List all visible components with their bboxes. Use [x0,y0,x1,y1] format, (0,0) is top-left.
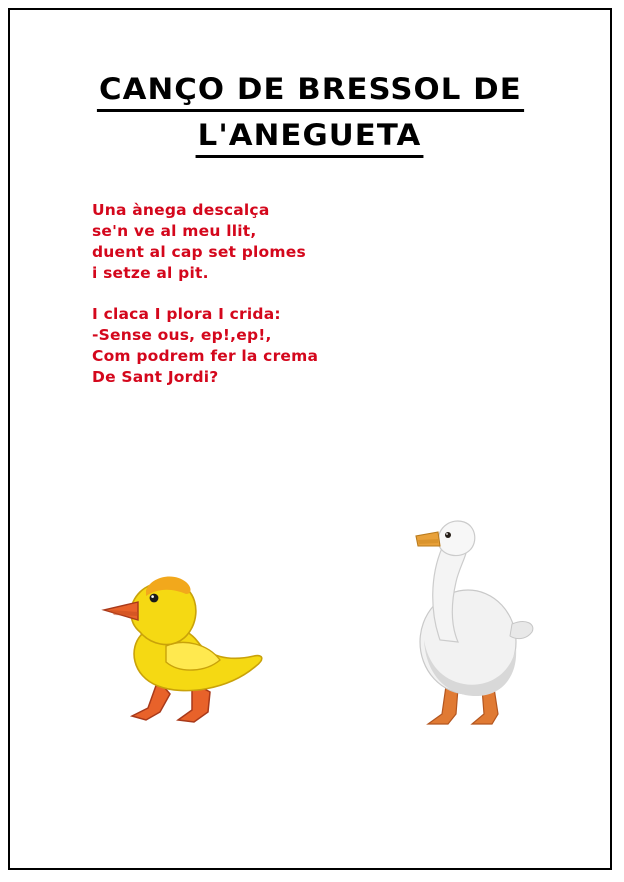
title-line-2: L'ANEGUETA [196,116,424,158]
poem-line: Una ànega descalça [92,201,270,219]
poem-stanza-1 [92,200,492,284]
yellow-duckling-illustration [88,530,278,730]
poem-line: se'n ve al meu llit, [92,222,257,240]
page-title [60,70,560,158]
white-goose-photo [390,490,540,740]
poem-line: I claca I plora I crida: [92,305,281,323]
poem-line: i setze al pit. [92,264,209,282]
poem-line: De Sant Jordi? [92,368,219,386]
poem-stanza-2 [92,304,492,388]
title-line-1: CANÇO DE BRESSOL DE [96,70,523,112]
poem-text [92,200,492,408]
poem-line: -Sense ous, ep!,ep!, [92,326,272,344]
poem-line: duent al cap set plomes [92,243,306,261]
poem-line: Com podrem fer la crema [92,347,319,365]
